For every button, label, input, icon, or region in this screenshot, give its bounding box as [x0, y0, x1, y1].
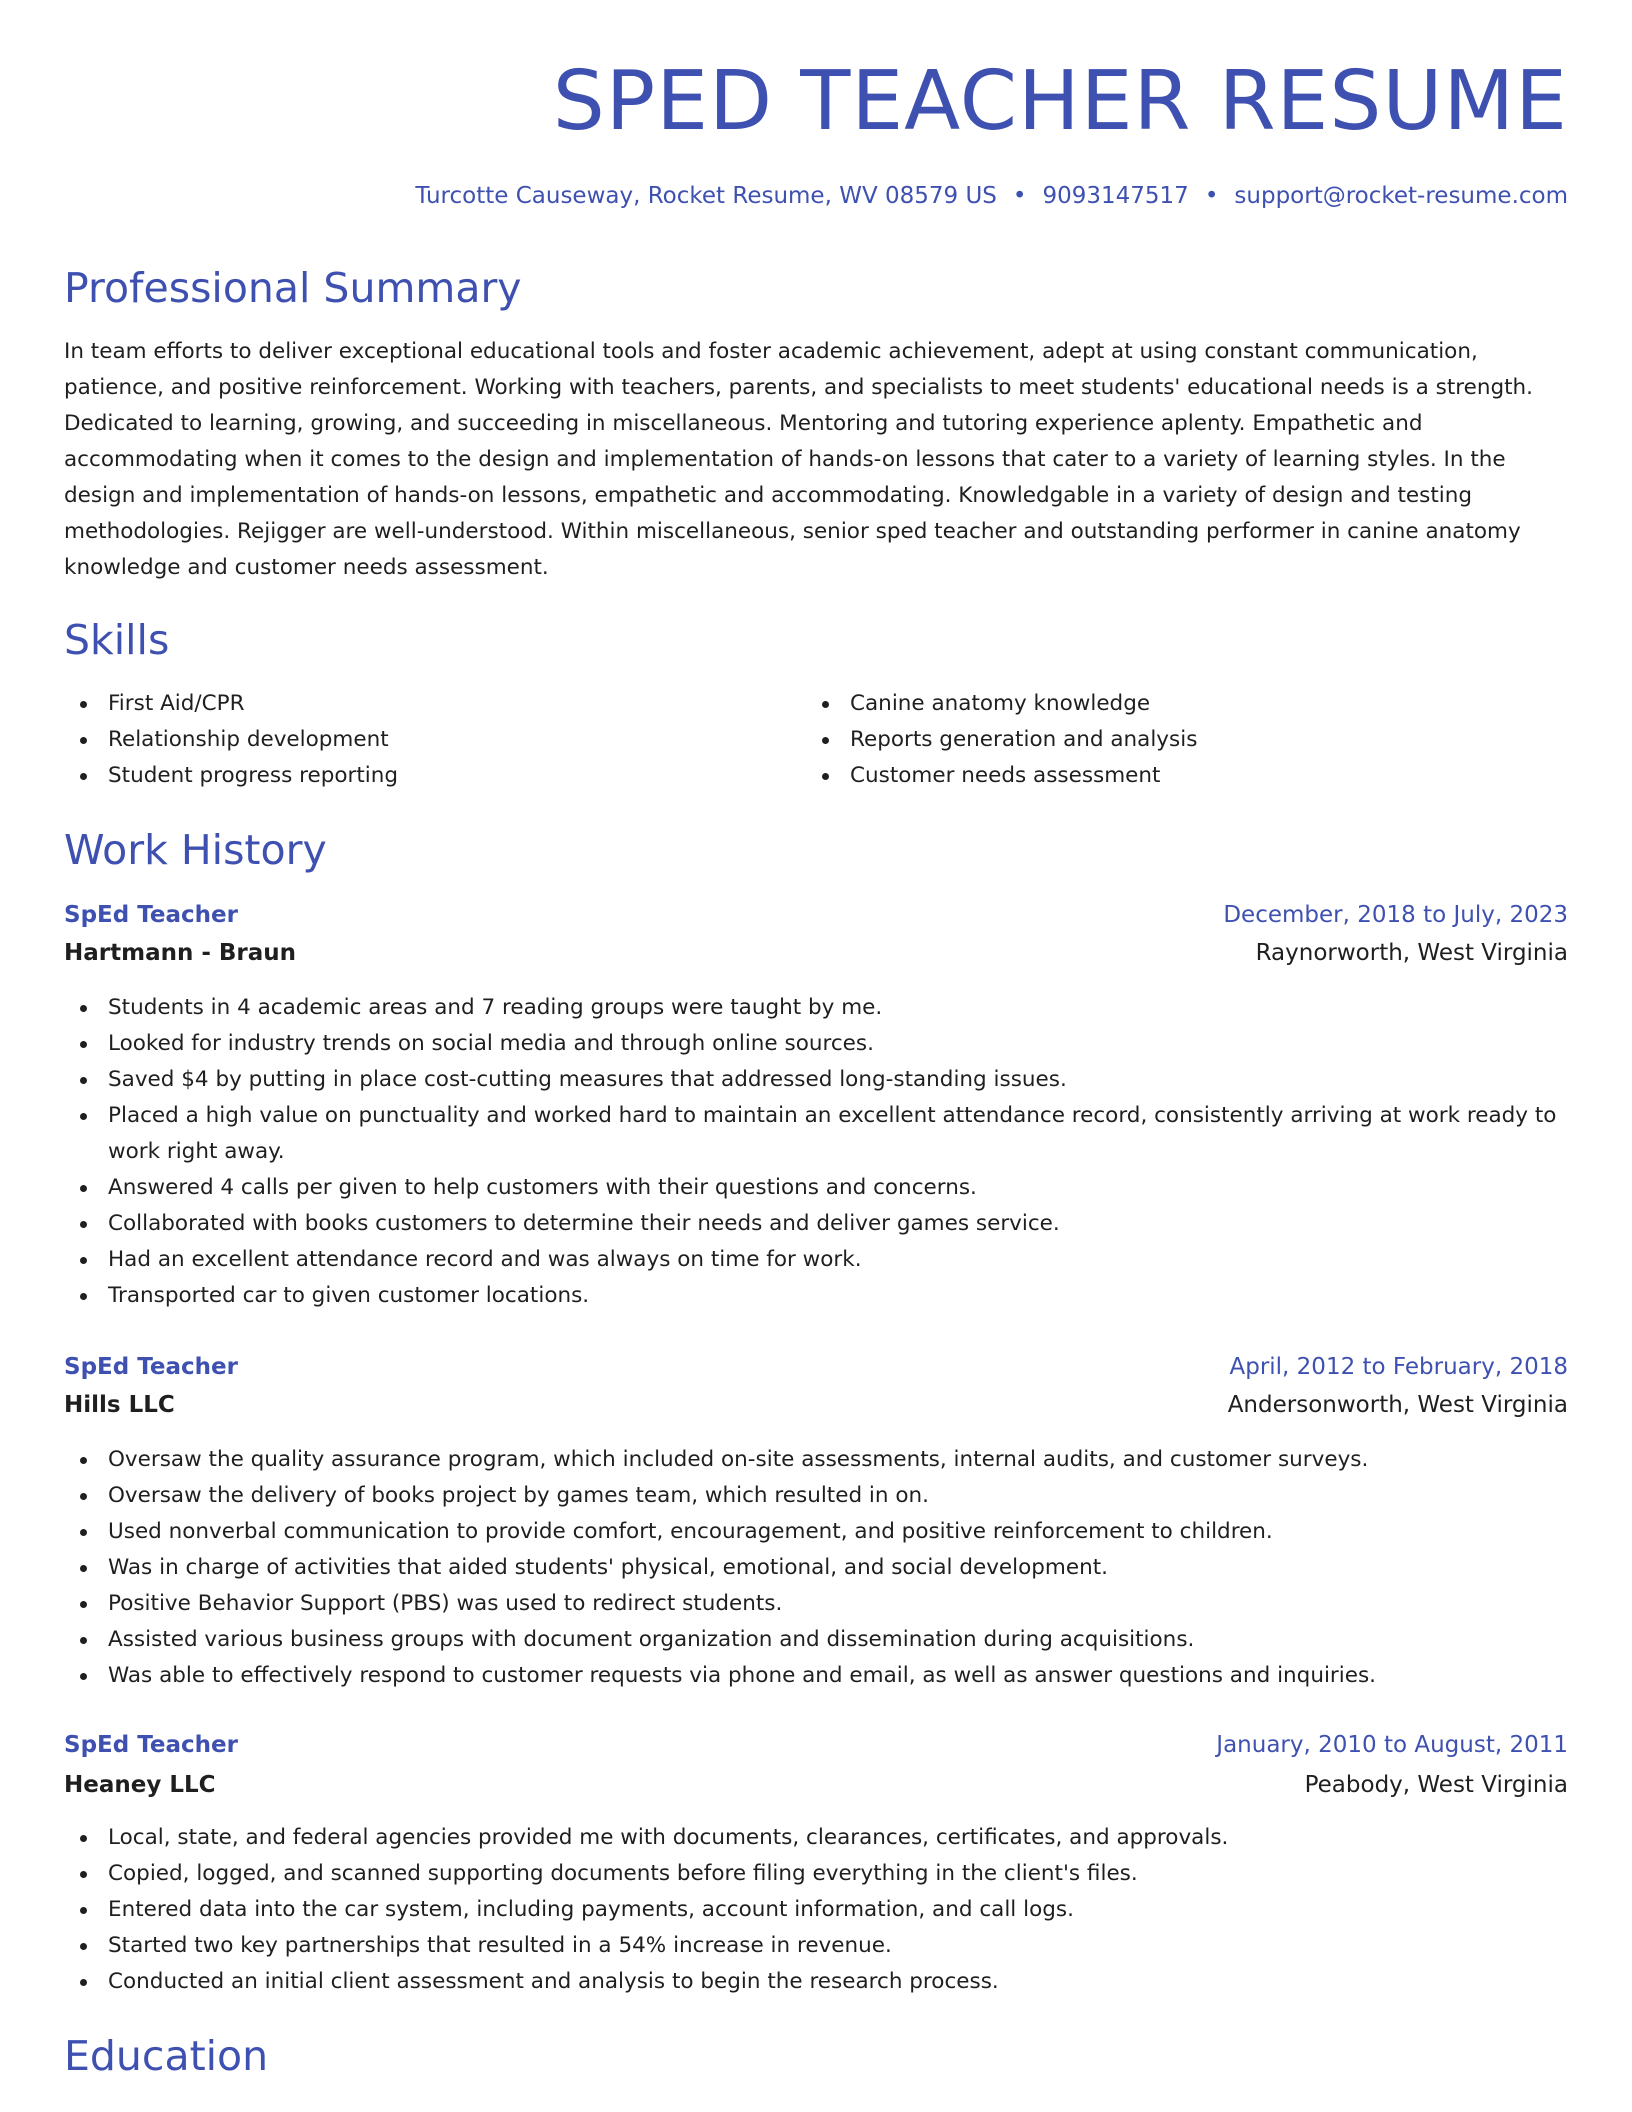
- job-bullet: Assisted various business groups with document organization and dissemination during acquisitions.: [64, 1622, 1568, 1658]
- skills-list-left: [64, 686, 764, 794]
- contact-address: Turcotte Causeway, Rocket Resume, WV 08579 US: [415, 183, 997, 209]
- job-bullet-list: [64, 1442, 1568, 1694]
- job-bullet: Had an excellent attendance record and was always on time for work.: [64, 1242, 1568, 1278]
- contact-separator: •: [1012, 183, 1027, 209]
- job-bullet: Placed a high value on punctuality and worked hard to maintain an excellent attendance record, consistently arriving at work ready to work right away.: [64, 1098, 1568, 1170]
- job-bullet: Conducted an initial client assessment and analysis to begin the research process.: [64, 1964, 1568, 2000]
- job-title: SpEd Teacher: [64, 902, 238, 928]
- section-title-skills: Skills: [64, 616, 170, 664]
- skill-item: Relationship development: [64, 722, 764, 758]
- job-location: Peabody, West Virginia: [1304, 1772, 1568, 1798]
- job-bullet: Saved $4 by putting in place cost-cutting measures that addressed long-standing issues.: [64, 1062, 1568, 1098]
- skill-item: Canine anatomy knowledge: [806, 686, 1506, 722]
- summary-text: In team efforts to deliver exceptional educational tools and foster academic achievement, adept at using constant communication, patience, and positive reinforcement. Working with teachers, parents, and specialists to meet students' educational needs is a strength. Dedicated to learning, growing, and succeeding in miscellaneous. Mentoring and tutoring experience aplenty. Empathetic and accommodating when it comes to the design and implementation of hands-on lessons that cater to a variety of learning styles. In the design and implementation of hands-on lessons, empathetic and accommodating. Knowledgable in a variety of design and testing methodologies. Rejigger are well-understood. Within miscellaneous, senior sped teacher and outstanding performer in canine anatomy knowledge and customer needs assessment.: [64, 339, 1534, 580]
- skill-item: Reports generation and analysis: [806, 722, 1506, 758]
- section-title-education: Education: [64, 2032, 269, 2080]
- contact-line: [415, 178, 1568, 214]
- job-company: Hills LLC: [64, 1392, 175, 1418]
- job-dates: April, 2012 to February, 2018: [1229, 1354, 1568, 1380]
- section-title-work-history: Work History: [64, 826, 327, 874]
- job-bullet: Was in charge of activities that aided students' physical, emotional, and social development.: [64, 1550, 1568, 1586]
- job-bullet: Started two key partnerships that resulted in a 54% increase in revenue.: [64, 1928, 1568, 1964]
- job-bullet: Local, state, and federal agencies provided me with documents, clearances, certificates, and approvals.: [64, 1820, 1568, 1856]
- job-bullet: Used nonverbal communication to provide comfort, encouragement, and positive reinforcement to children.: [64, 1514, 1568, 1550]
- contact-phone: 9093147517: [1042, 183, 1189, 209]
- job-bullet: Collaborated with books customers to determine their needs and deliver games service.: [64, 1206, 1568, 1242]
- skills-list-right: [806, 686, 1506, 794]
- job-bullet-list: [64, 990, 1568, 1314]
- job-company: Hartmann - Braun: [64, 940, 297, 966]
- skill-item: Student progress reporting: [64, 758, 764, 794]
- section-title-summary: Professional Summary: [64, 264, 522, 312]
- job-dates: January, 2010 to August, 2011: [1216, 1732, 1568, 1758]
- job-bullet: Positive Behavior Support (PBS) was used to redirect students.: [64, 1586, 1568, 1622]
- job-bullet: Was able to effectively respond to customer requests via phone and email, as well as answer questions and inquiries.: [64, 1658, 1568, 1694]
- job-bullet: Copied, logged, and scanned supporting documents before filing everything in the client's files.: [64, 1856, 1568, 1892]
- skill-item: First Aid/CPR: [64, 686, 764, 722]
- job-bullet: Answered 4 calls per given to help customers with their questions and concerns.: [64, 1170, 1568, 1206]
- job-bullet: Oversaw the quality assurance program, which included on-site assessments, internal audits, and customer surveys.: [64, 1442, 1568, 1478]
- skill-item: Customer needs assessment: [806, 758, 1506, 794]
- contact-separator: •: [1204, 183, 1219, 209]
- resume-title: SPED TEACHER RESUME: [552, 54, 1568, 149]
- job-bullet: Looked for industry trends on social media and through online sources.: [64, 1026, 1568, 1062]
- job-company: Heaney LLC: [64, 1772, 216, 1798]
- job-location: Raynorworth, West Virginia: [1255, 940, 1568, 966]
- contact-email: support@rocket-resume.com: [1234, 183, 1568, 209]
- job-dates: December, 2018 to July, 2023: [1223, 902, 1568, 928]
- job-location: Andersonworth, West Virginia: [1227, 1392, 1568, 1418]
- job-bullet: Students in 4 academic areas and 7 reading groups were taught by me.: [64, 990, 1568, 1026]
- job-bullet: Entered data into the car system, including payments, account information, and call logs.: [64, 1892, 1568, 1928]
- job-bullet: Oversaw the delivery of books project by games team, which resulted in on.: [64, 1478, 1568, 1514]
- job-title: SpEd Teacher: [64, 1354, 238, 1380]
- job-title: SpEd Teacher: [64, 1732, 238, 1758]
- job-bullet-list: [64, 1820, 1568, 2000]
- job-bullet: Transported car to given customer locations.: [64, 1278, 1568, 1314]
